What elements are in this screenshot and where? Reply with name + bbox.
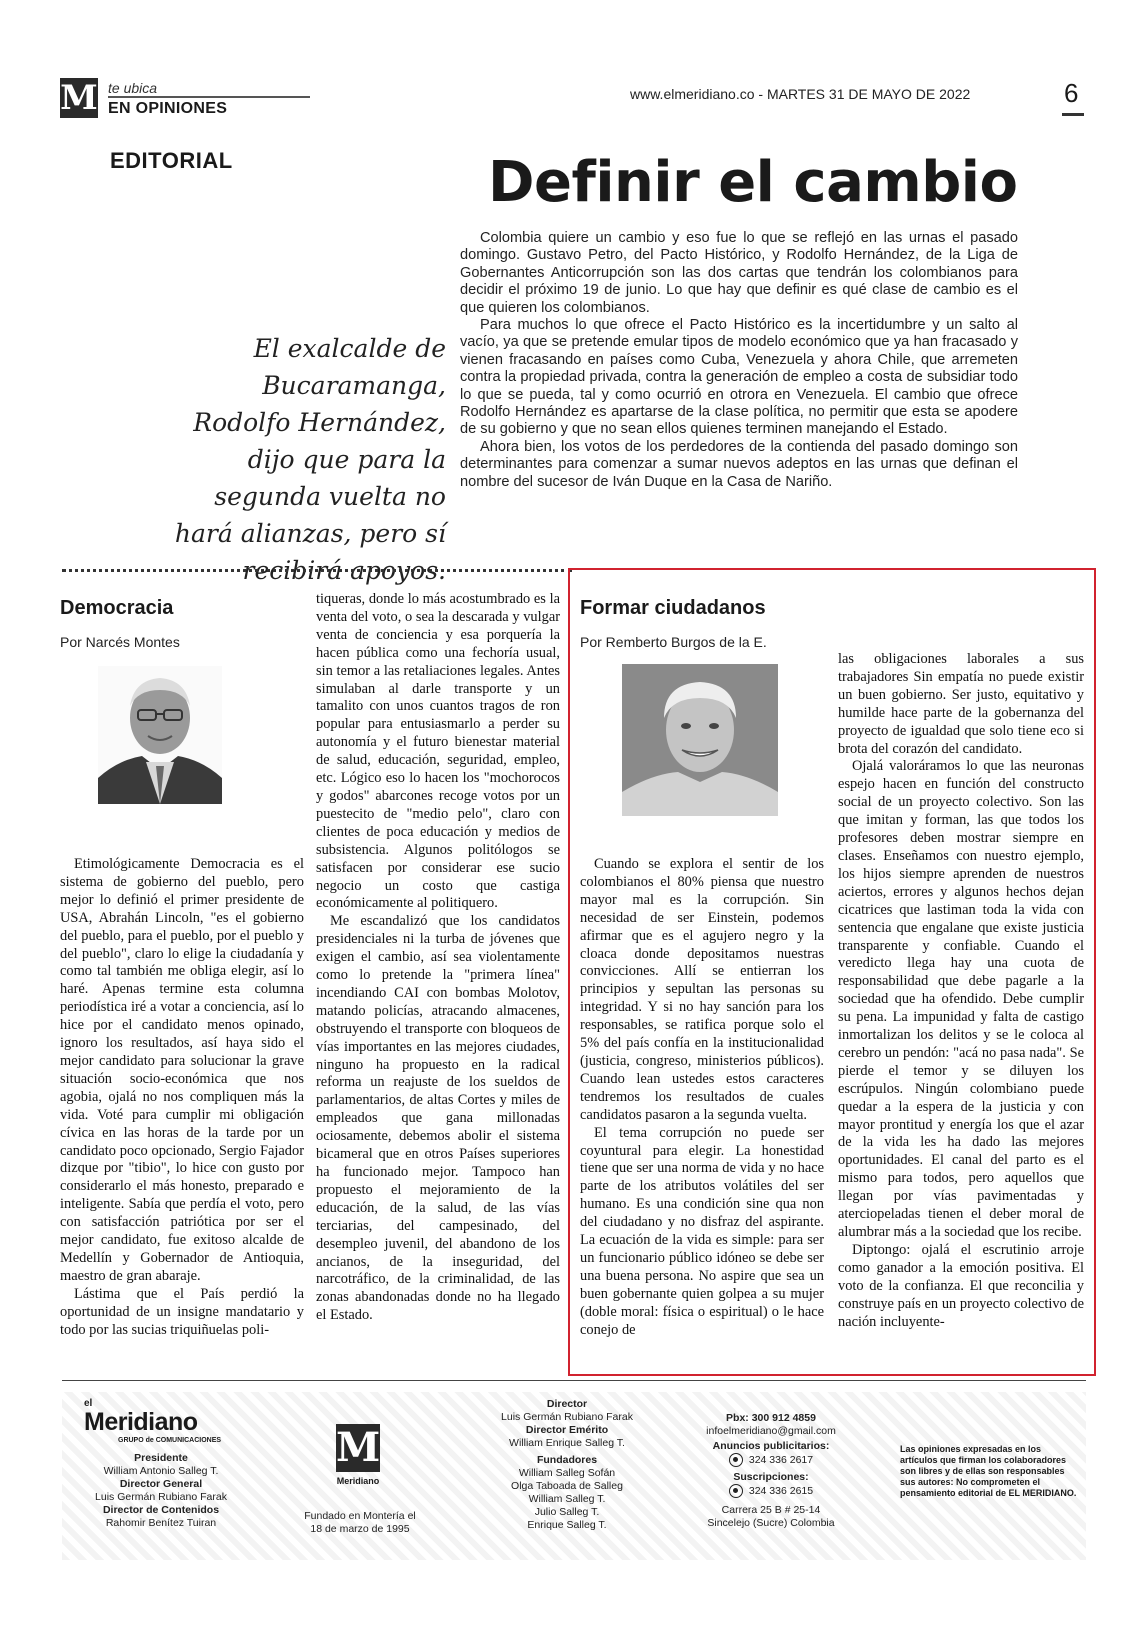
header-rule (108, 96, 310, 98)
editorial-paragraph: Colombia quiere un cambio y eso fue lo que se reflejó en las urnas el pasado domingo. Gustavo Petro, del Pacto Histórico, y Rodolfo Hernández, de la Liga de Gobernantes Anticorrupción son las dos cartas que tendrán los colombianos para decidir el próximo 19 de junio. Lo que hay que definir es qué clase de cambio es el que quieren los colombianos. (460, 230, 1018, 316)
editorial-label: EDITORIAL (110, 148, 233, 173)
column-text-formar-1 (580, 856, 824, 1339)
section-kicker: te ubica (108, 80, 158, 96)
suscripciones-label: Suscripciones: (733, 1471, 809, 1483)
credit-label: Director Emérito (525, 1424, 609, 1436)
credit-name: William Enrique Salleg T. (509, 1437, 625, 1449)
column-paragraph: tiqueras, donde lo más acostumbrado es la venta del voto, o sea la descarada y vulgar venta de conciencia y esa porquería la hacen pública como una fechoría usual, sin temor a las retaliaciones legales. Antes simulaban al darle transporte y un tamalito con unos cuantos tragos de ron popular para entusiasmarlo a perder su autonomía y el futuro bienestar material de salud, educación, seguridad, empleo, etc. Lógico eso lo hacen los "mochorocos y godos" abarcones recoge votos por un puestecito de "medio pelo", claro con clientes de poca educación y medios de subsistencia. Algunos politólogos se satisfacen por considerar ese sucio negocio un costo que castiga económicamente al politiquero. (316, 591, 560, 912)
whatsapp-icon (729, 1484, 743, 1498)
column-text-democracia-2 (316, 591, 560, 1325)
column-paragraph: Etimológicamente Democracia es el sistema de gobierno del pueblo, pero mejor lo definió el primer presidente de USA, Abrahán Lincoln, "es el gobierno del pueblo, para el pueblo, por el pueblo y del pueblo", claro lo elige la ciudadanía y como tal también me obliga elegir, así lo haré. Apenas termine esta columna periodística iré a votar a conciencia, así lo hice por el candidato menos opinado, ignoro los resultados, así haya sido el mejor candidato para solucionar la grave situación socio-económica que nos agobia, ojalá no nos compliquen más la vida. Voté para cumplir mi obligación cívica en las horas de la tarde por un candidato poco opcionado, Sergio Fajador dizque por "tibio", lo hice con gusto por considerarlo el más honesto, preparado e inteligente. Sabía que perdía el voto, pero con satisfacción patriótica por ser el mejor candidato, fue exitoso alcalde de Medellín y Gobernador de Antioquia, maestro de gran abaraje. (60, 856, 304, 1284)
column-paragraph: Cuando se explora el sentir de los colombianos el 80% piensa que nuestro mayor mal es la corrupción. Sin necesidad de ser Einstein, podemos afirmar que es el agujero negro y la cloaca donde depositamos nuestras convicciones. Allí se entierran los principios y sepultan las personas su integridad. Y si no hay sanción para los responsables, se ratifica porque solo el 5% del país confía en la institucionalidad (justicia, congreso, ministerios públicos). Cuando lean ustedes estos caracteres tendremos los resultados de cuales candidatos pasaron a la segunda vuelta. (580, 856, 824, 1123)
footer-founded: Fundado en Montería el 18 de marzo de 1995 (304, 1510, 416, 1535)
pbx: Pbx: 300 912 4859 (726, 1412, 816, 1424)
credit-label: Director General (119, 1478, 203, 1490)
page-number: 6 (1064, 78, 1079, 108)
address-line: Carrera 25 B # 25-14 (721, 1504, 821, 1516)
brand-group: GRUPO de COMUNICACIONES (118, 1437, 222, 1444)
founder-name: Enrique Salleg T. (527, 1519, 607, 1531)
editorial-body (460, 230, 1018, 491)
whatsapp-icon (729, 1453, 743, 1467)
dotted-divider (62, 569, 572, 572)
column-text-formar-2 (838, 651, 1084, 1331)
column-paragraph: Me escandalizó que los candidatos presidenciales ni la turba de jóvenes que exigen el cambio, así sea violentamente como lo pretende la "primera línea" incendiando CAI con bombas Molotov, matando policías, atracando almacenes, obstruyendo el transporte con bloqueos de vías importantes en las mejores ciudades, ninguno ha propuesto en la radical reforma un reajuste de los sueldos de parlamentarios, de altas Cortes y miles de empleados que gana millonadas ociosamente, debemos abolir el sistema bicameral que en otros Países superiores ha funcionado mejor. Tampoco han propuesto el mejoramiento de la educación, de la salud, de las vías terciarias, del campesinado, del desempleo juvenil, del abandono de los ancianos, de la inseguridad, del narcotráfico, de la criminalidad, de las zonas abandonadas donde no ha llegado el Estado. (316, 913, 560, 1324)
column-paragraph: El tema corrupción no puede ser coyuntural para elegir. La honestidad tiene que ser una norma de vida y no hace parte de los atributos volátiles del ser humano. Es una condición sine qua non del ciudadano y no disfraz del aspirante. La ecuación de la vida es simple: para ser un funcionario público idóneo se debe ser una buena persona. No aspire que sea un buen gobernante quien golpea a su mujer (doble moral: física o espiritual) o le hace conejo de (580, 1124, 824, 1338)
header-meta: www.elmeridiano.co - MARTES 31 DE MAYO DE 2022 (630, 86, 971, 102)
editorial-paragraph: Para muchos lo que ofrece el Pacto Histórico es la incertidumbre y un salto al vacío, ya que se pretende emular tipos de modelo económico que ya han fracasado y vienen fracasando en países como Cuba, Venezuela y ahora Chile, que arremeten contra la propiedad privada, contra la generación de empleo a costa de subsidiar todo lo que se pueda, tal y como ocurrió en otrora en Venezuela. El cambio que ofrece Rodolfo Hernández es apartarse de la clase política, no permitir que esta se apodere de su gobierno y que no sean ellos quienes terminen manejando el Estado. (460, 317, 1018, 438)
column-paragraph: Ojalá valoráramos lo que las neuronas espejo hacen en función del constructo social de un proyecto colectivo. Son las que imitan y forman, las que todos los profesores deben mostrar siempre en clases. Enseñamos con nuestro ejemplo, los hijos siempre aprenden de nuestros aciertos, errores y algunos hechos dejan cicatrices que lastiman toda la vida con sentencia que engalane que existe justicia transparente y confiable. Cuando el veredicto llega hay una cuota de responsabilidad que debe pagarle a la sociedad que ha ofendido. Debe cumplir su pena. La impunidad y falta de castigo inmortalizan los delitos y se le coloca al cerebro un pendón: "acá no pasa nada". Se pierde el temor y se diluyen los escrúpulos. Ningún colombiano puede quedar a la espera de la justicia y con mayor prontitud y energía los que el azar de la vida les ha dado las mejores oportunidades. El canal del parto es el mismo para todos, pero aquellos que llegan por vías pavimentadas y aterciopeladas tienen el deber moral de alumbrar más a la sociedad que los recibe. (838, 758, 1084, 1240)
page-number-rule (1062, 113, 1084, 116)
credit-name: Luis Germán Rubiano Farak (95, 1491, 227, 1503)
anuncios-phone: 324 336 2617 (748, 1453, 814, 1466)
column-title-formar-ciudadanos: Formar ciudadanos (580, 597, 766, 619)
founder-name: Julio Salleg T. (534, 1506, 600, 1518)
newspaper-logo-mark: M (60, 78, 98, 118)
credit-label: Director (546, 1398, 588, 1410)
brand-el: el (84, 1398, 93, 1409)
address-line: Sincelejo (Sucre) Colombia (707, 1517, 835, 1529)
column-paragraph: Diptongo: ojalá el escrutinio arroje como ganador a la emoción positiva. El voto de la confianza. El que reconcilia y construye país en un proyecto colectivo de nación incluyente- (838, 1241, 1084, 1330)
editorial-headline: Definir el cambio (488, 150, 1018, 215)
column-paragraph: las obligaciones laborales a sus trabajadores Sin empatía no puede existir un buen gobierno. Ser justo, equitativo y humilde hace parte de la gobernanza del proyecto de igualdad que solo tiene eco si brota del corazón del candidato. (838, 651, 1084, 757)
column-title-democracia: Democracia (60, 597, 174, 619)
founder-name: Olga Taboada de Salleg (511, 1480, 623, 1492)
byline-remberto-burgos: Por Remberto Burgos de la E. (580, 634, 767, 650)
pull-quote: El exalcalde de Bucaramanga, Rodolfo Hernández, dijo que para la segunda vuelta no hará alianzas, pero sí recibirá apoyos. (174, 334, 446, 585)
editorial-paragraph: Ahora bien, los votos de los perdedores de la contienda del pasado domingo son determinantes para comenzar a sumar nuevos adeptos en las urnas que definan el nombre del sucesor de Iván Duque en la Casa de Nariño. (460, 438, 1018, 490)
footer-rule (62, 1380, 1086, 1381)
founder-name: William Salleg Sofán (518, 1467, 616, 1479)
footer-logo-name: Meridiano (336, 1476, 380, 1486)
section-name: EN OPINIONES (108, 100, 228, 117)
author-photo-remberto-burgos (622, 664, 778, 816)
credit-label: Director de Contenidos (102, 1504, 220, 1516)
founder-name: William Salleg T. (528, 1493, 606, 1505)
credit-label: Presidente (134, 1452, 188, 1464)
credit-name: Luis Germán Rubiano Farak (501, 1411, 633, 1423)
footer-contact (686, 1412, 856, 1530)
footer-disclaimer: Las opiniones expresadas en los artículos que firman los colaboradores son libres y de ellas son responsables sus autores: No comprometen el pensamiento editorial de EL MERIDIANO. (900, 1444, 1077, 1498)
column-text-democracia-1 (60, 856, 304, 1339)
column-paragraph: Lástima que el País perdió la oportunidad de un insigne mandatario y todo por las sucias triquiñuelas poli- (60, 1285, 304, 1338)
email: infoelmeridiano@gmail.com (706, 1425, 836, 1437)
credit-name: William Antonio Salleg T. (103, 1465, 219, 1477)
footer-credits-2 (492, 1398, 642, 1532)
anuncios-label: Anuncios publicitarios: (712, 1440, 830, 1452)
brand-name: Meridiano (84, 1408, 198, 1436)
footer-credits-1 (86, 1452, 236, 1530)
byline-narces-montes: Por Narcés Montes (60, 634, 180, 650)
credit-label: Fundadores (536, 1454, 598, 1466)
author-photo-narces-montes (98, 666, 222, 804)
suscripciones-phone: 324 336 2615 (748, 1484, 814, 1497)
credit-name: Rahomir Benítez Tuiran (105, 1517, 217, 1529)
footer-logo-mark: M (336, 1424, 381, 1471)
